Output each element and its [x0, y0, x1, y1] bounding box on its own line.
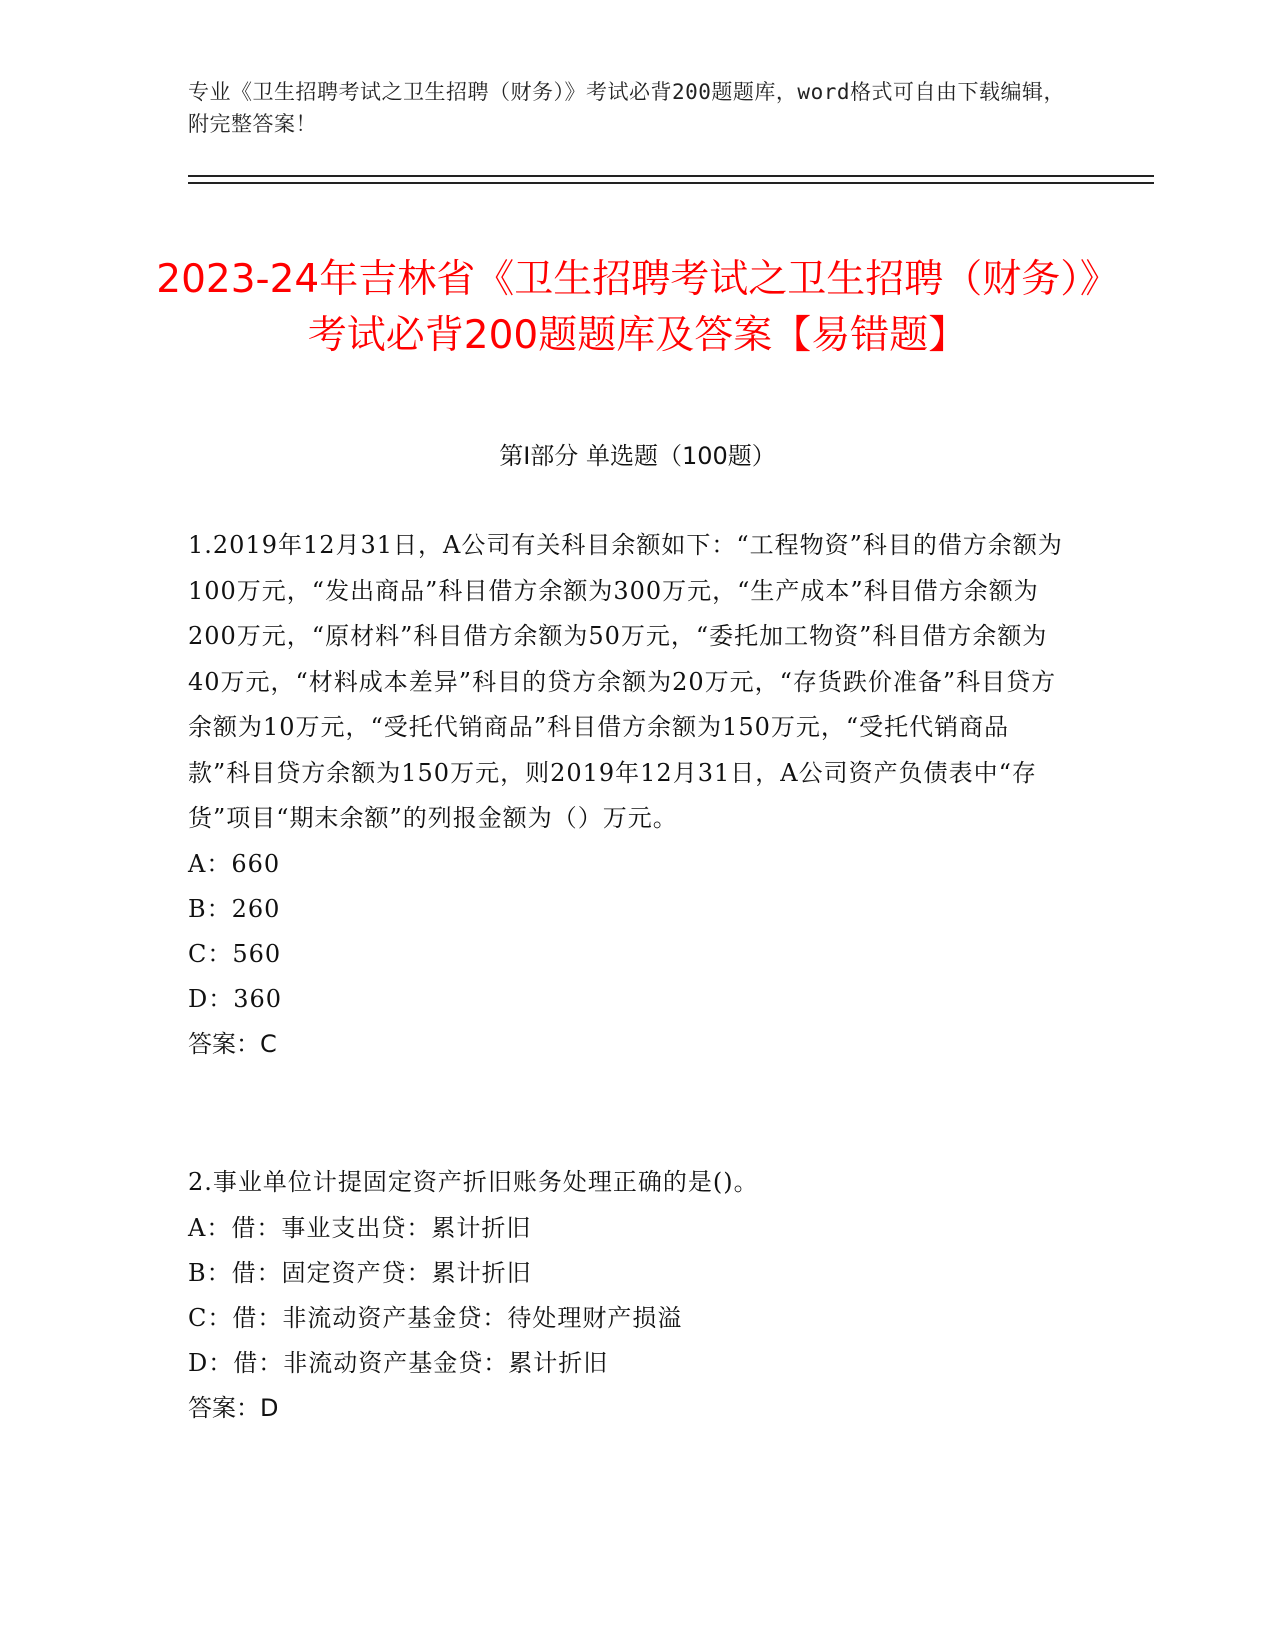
option-b: B：260: [188, 894, 281, 923]
option-b: B：借：固定资产贷：累计折旧: [188, 1258, 532, 1287]
question-stem: 1.2019年12月31日，A公司有关科目余额如下：“工程物资”科目的借方余额为100万元，“发出商品”科目借方余额为300万元，“生产成本”科目借方余额为200万元，“原材料”科目借方余额为50万元，“委托加工物资”科目借方余额为40万元，“材料成本差异”科目的贷方余额为20万元，“存货跌价准备”科目贷方余额为10万元，“受托代销商品”科目借方余额为150万元，“受托代销商品款”科目贷方余额为150万元，则2019年12月31日，A公司资产负债表中“存货”项目“期末余额”的列报金额为（）万元。: [188, 531, 1063, 832]
document-title: 2023-24年吉林省《卫生招聘考试之卫生招聘（财务）》考试必背200题题库及答案【易错题】: [156, 257, 1119, 359]
header-note: 专业《卫生招聘考试之卫生招聘（财务）》考试必背200题题库，word格式可自由下载编辑，附完整答案！: [188, 80, 1065, 136]
option-c: C：借：非流动资产基金贷：待处理财产损溢: [188, 1303, 683, 1332]
option-c: C：560: [188, 939, 282, 968]
option-a: A：660: [188, 849, 281, 878]
question-1: [188, 523, 1068, 1067]
header-divider-bottom: [188, 182, 1154, 184]
answer: 答案：D: [188, 1393, 279, 1422]
header-divider-top: [188, 175, 1154, 177]
answer: 答案：C: [188, 1029, 277, 1058]
option-a: A：借：事业支出贷：累计折旧: [188, 1213, 532, 1242]
option-d: D：借：非流动资产基金贷：累计折旧: [188, 1348, 609, 1377]
section-heading: 第Ⅰ部分 单选题（100题）: [499, 442, 776, 470]
option-d: D：360: [188, 984, 283, 1013]
question-stem: 2.事业单位计提固定资产折旧账务处理正确的是()。: [188, 1168, 759, 1196]
question-2: [188, 1160, 1068, 1431]
